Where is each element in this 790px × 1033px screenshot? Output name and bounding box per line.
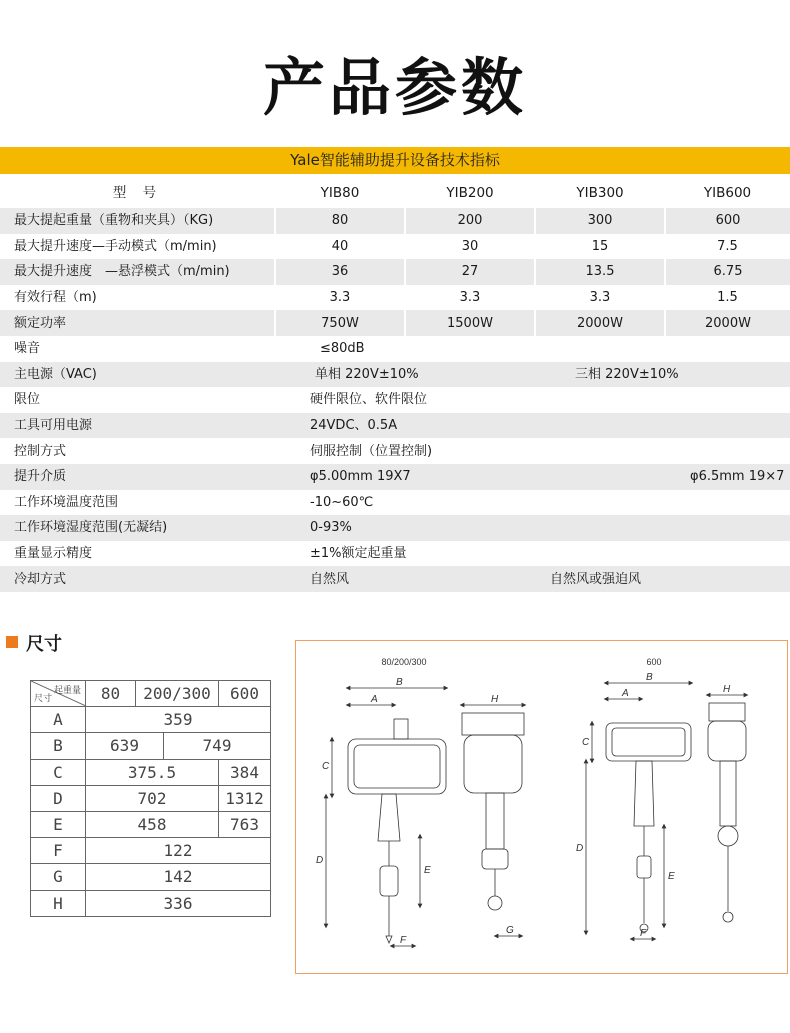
- spec-row-label: 最大提起重量（重物和夹具）（KG): [0, 208, 275, 234]
- hoist-body-side: [464, 735, 522, 793]
- cable-guide: [378, 794, 400, 841]
- spec-value: 200: [405, 208, 535, 234]
- spec-value: 6.75: [665, 259, 790, 285]
- dimensions-section-title: 尺寸: [26, 634, 62, 655]
- dimension-model: 600: [219, 681, 271, 707]
- dim-label-e-600: E: [668, 871, 675, 882]
- spec-value: 36: [275, 259, 405, 285]
- dim-label-b-600: B: [646, 672, 653, 683]
- dimension-value: 702: [86, 785, 219, 811]
- spec-value: 1.5: [717, 290, 738, 306]
- spec-value: 300: [535, 208, 665, 234]
- spec-row-label: 重量显示精度: [14, 546, 93, 562]
- side-600-body: [708, 721, 746, 761]
- dimension-row: [31, 864, 271, 890]
- dimension-key: D: [31, 785, 86, 811]
- spec-value: φ6.5mm 19×7: [665, 464, 790, 490]
- dim-label-c: C: [322, 761, 330, 772]
- dimension-value: 122: [86, 838, 271, 864]
- spec-row: [0, 515, 790, 541]
- spec-value: 24VDC、0.5A: [275, 413, 790, 439]
- spec-value: ≤80dB: [320, 341, 365, 357]
- dimension-corner-cell: [31, 681, 86, 707]
- dimension-key: C: [31, 759, 86, 785]
- spec-value: 600: [665, 208, 790, 234]
- hoist-line-drawing: [296, 641, 787, 973]
- spec-row: [0, 413, 790, 439]
- section-square-icon: [6, 636, 18, 648]
- side-600-cable-guide: [720, 761, 736, 826]
- dimension-row: [31, 811, 271, 837]
- spec-value: 15: [591, 238, 609, 254]
- side-hook: [488, 896, 502, 910]
- side-mount-plate: [462, 713, 524, 735]
- spec-row-label: 控制方式: [14, 443, 67, 459]
- spec-row-label: 有效行程（m): [14, 290, 97, 306]
- dimension-key: A: [31, 707, 86, 733]
- dimension-value: 749: [164, 733, 271, 759]
- hoist-body-front: [348, 739, 446, 794]
- dimension-table: [30, 680, 271, 917]
- spec-value: 3.3: [459, 290, 481, 306]
- spec-row-label: 最大提升速度—手动模式（m/min): [14, 238, 217, 254]
- hoist-body-inner: [354, 745, 440, 788]
- dimension-key: E: [31, 811, 86, 837]
- spec-value: 750W: [275, 310, 405, 336]
- dimension-row: [31, 838, 271, 864]
- spec-table: [0, 178, 790, 592]
- spec-value: ±1%额定起重量: [310, 546, 407, 562]
- spec-row: [0, 285, 790, 311]
- spec-value: φ5.00mm 19X7: [275, 464, 665, 490]
- page-title: 产品参数: [262, 51, 527, 124]
- spec-value: 13.5: [535, 259, 665, 285]
- model-name: YIB80: [320, 184, 360, 201]
- spec-row-label: 提升介质: [0, 464, 275, 490]
- dimension-value: 1312: [219, 785, 271, 811]
- dim-label-a: A: [371, 694, 378, 705]
- spec-row-label: 额定功率: [0, 310, 275, 336]
- dim-label-a-600: A: [622, 688, 629, 699]
- dim-label-h: H: [491, 694, 499, 705]
- spec-row: [0, 464, 790, 490]
- spec-row-label: 限位: [14, 392, 41, 408]
- dimension-drawing-frame: [295, 640, 788, 974]
- dim-label-e: E: [424, 865, 431, 876]
- spec-value: 三相 220V±10%: [535, 362, 790, 388]
- spec-value: 自然风: [275, 566, 535, 592]
- spec-row: [0, 234, 790, 260]
- spec-row-label: 最大提升速度 —悬浮模式（m/min): [0, 259, 275, 285]
- dimension-value: 359: [86, 707, 271, 733]
- dim-label-g: G: [506, 925, 514, 936]
- dimension-value: 336: [86, 890, 271, 916]
- hoist-mount: [394, 719, 408, 739]
- spec-table-title-band: Yale智能辅助提升设备技术指标: [0, 147, 790, 174]
- spec-row: [0, 541, 790, 567]
- spec-row-label: 主电源（VAC): [0, 362, 275, 388]
- hook-tip: [386, 936, 392, 943]
- dimension-row: [31, 759, 271, 785]
- side-600-mount: [709, 703, 745, 721]
- spec-value: 硬件限位、软件限位: [310, 392, 428, 408]
- dim-label-f-600: F: [640, 928, 647, 939]
- side-cable-guide: [486, 793, 504, 849]
- spec-row: [0, 208, 790, 234]
- dimension-value: 375.5: [86, 759, 219, 785]
- side-600-hook: [723, 912, 733, 922]
- dimension-value: 458: [86, 811, 219, 837]
- corner-load-label: 起重量: [53, 685, 81, 695]
- dim-label-b: B: [396, 677, 403, 688]
- spec-row-label: 冷却方式: [0, 566, 275, 592]
- dim-label-f: F: [400, 935, 407, 946]
- drawing-group-label-right: 600: [646, 657, 662, 667]
- spec-value: 2000W: [535, 310, 665, 336]
- spec-value: 30: [461, 238, 479, 254]
- spec-row: [0, 438, 790, 464]
- spec-row: [0, 387, 790, 413]
- dimension-value: 384: [219, 759, 271, 785]
- spec-value: 自然风或强迫风: [535, 566, 790, 592]
- spec-value: 单相 220V±10%: [275, 362, 535, 388]
- spec-value: 3.3: [329, 290, 351, 306]
- dimension-model: 200/300: [136, 681, 219, 707]
- dimension-row: [31, 785, 271, 811]
- handle-body: [380, 866, 398, 896]
- dimension-value: 639: [86, 733, 164, 759]
- spec-value: 27: [405, 259, 535, 285]
- spec-row-label: 工作环境温度范围: [14, 494, 119, 510]
- dimension-key: G: [31, 864, 86, 890]
- dimension-row: [31, 707, 271, 733]
- spec-value: -10~60℃: [310, 494, 374, 510]
- dim-label-d: D: [316, 855, 324, 866]
- spec-row: [0, 566, 790, 592]
- model-name: YIB600: [703, 184, 752, 201]
- model-name: YIB300: [576, 184, 624, 201]
- spec-value: 40: [331, 238, 349, 254]
- spec-value: 7.5: [717, 238, 738, 254]
- dimension-model: 80: [86, 681, 136, 707]
- hoist-600-cable-guide: [634, 761, 654, 826]
- dimension-key: H: [31, 890, 86, 916]
- spec-row: [0, 490, 790, 516]
- dim-label-h-600: H: [723, 684, 731, 695]
- spec-row-label: 工具可用电源: [0, 413, 275, 439]
- spec-row-label: 噪音: [14, 341, 41, 357]
- dim-label-c-600: C: [582, 737, 590, 748]
- spec-value: 2000W: [665, 310, 790, 336]
- model-header-label: 型 号: [112, 184, 163, 201]
- dimension-value: 142: [86, 864, 271, 890]
- spec-row: [0, 259, 790, 285]
- spec-value: 3.3: [589, 290, 611, 306]
- spec-header-row: [0, 178, 790, 208]
- hoist-600-handle: [637, 856, 651, 878]
- side-600-pulley: [718, 826, 738, 846]
- side-handle: [482, 849, 508, 869]
- dimension-value: 763: [219, 811, 271, 837]
- dimension-header-row: [31, 681, 271, 707]
- model-name: YIB200: [446, 184, 494, 201]
- spec-value: 0-93%: [275, 515, 790, 541]
- spec-value: 伺服控制（位置控制): [310, 443, 433, 459]
- hoist-600-inner: [612, 728, 685, 756]
- spec-value: 80: [275, 208, 405, 234]
- dimension-row: [31, 890, 271, 916]
- spec-row: [0, 362, 790, 388]
- spec-value: 1500W: [405, 310, 535, 336]
- dimension-row: [31, 733, 271, 759]
- dimension-key: F: [31, 838, 86, 864]
- spec-row: [0, 336, 790, 362]
- dimension-key: B: [31, 733, 86, 759]
- hoist-600-body: [606, 723, 691, 761]
- dim-label-d-600: D: [576, 843, 584, 854]
- spec-row: [0, 310, 790, 336]
- drawing-group-label-left: 80/200/300: [381, 657, 427, 667]
- spec-row-label: 工作环境湿度范围(无凝结): [0, 515, 275, 541]
- corner-size-label: 尺寸: [34, 693, 53, 704]
